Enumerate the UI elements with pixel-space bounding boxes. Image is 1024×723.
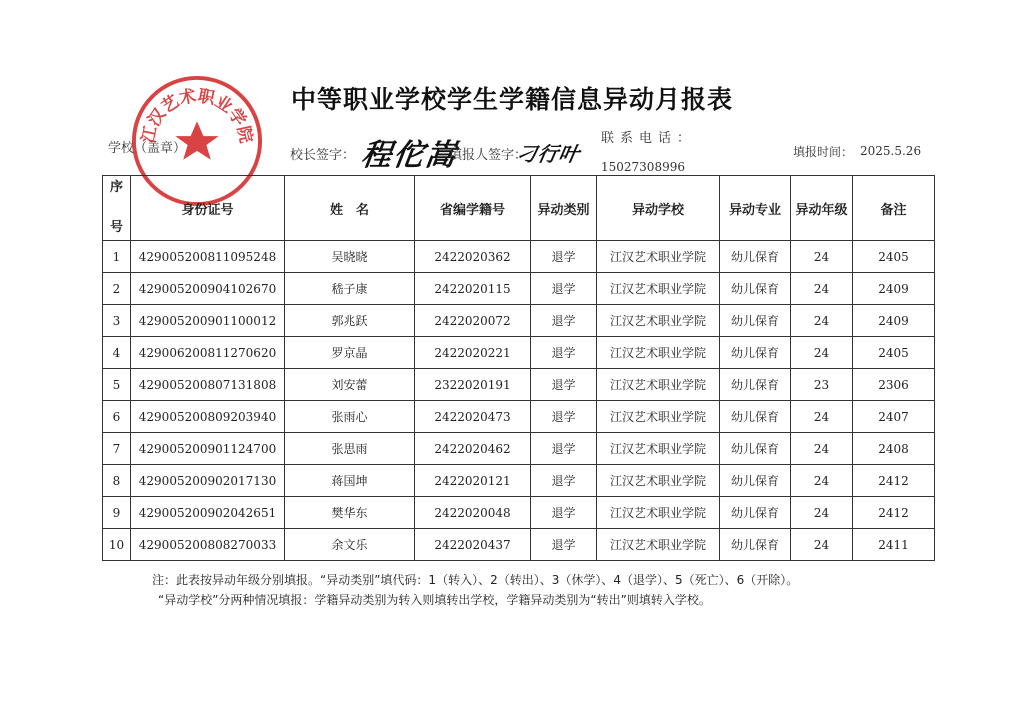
remark-cell: 2405 xyxy=(853,241,935,273)
remark-cell: 2411 xyxy=(853,529,935,561)
student-name-cell: 罗京晶 xyxy=(285,337,415,369)
report-date: 2025.5.26 xyxy=(860,144,922,158)
major-cell: 幼儿保育 xyxy=(720,433,791,465)
change-school-cell: 江汉艺术职业学院 xyxy=(597,369,720,401)
change-school-cell: 江汉艺术职业学院 xyxy=(597,241,720,273)
remark-cell: 2412 xyxy=(853,465,935,497)
student-no-cell: 2422020362 xyxy=(415,241,531,273)
change-school-cell: 江汉艺术职业学院 xyxy=(597,529,720,561)
row-seq: 2 xyxy=(103,273,131,305)
major-cell: 幼儿保育 xyxy=(720,305,791,337)
change-type-cell: 退学 xyxy=(531,497,597,529)
change-school-cell: 江汉艺术职业学院 xyxy=(597,433,720,465)
table-header-row xyxy=(103,176,935,241)
school-label: 学校（盖章） xyxy=(108,141,187,156)
remark-cell: 2407 xyxy=(853,401,935,433)
column-header-remark: 备注 xyxy=(853,176,935,241)
student-name-cell: 刘安蕾 xyxy=(285,369,415,401)
grade-cell: 24 xyxy=(791,241,853,273)
student-name-cell: 蒋国坤 xyxy=(285,465,415,497)
change-type-cell: 退学 xyxy=(531,241,597,273)
row-seq: 1 xyxy=(103,241,131,273)
row-seq: 8 xyxy=(103,465,131,497)
id-number-cell: 429005200808270033 xyxy=(131,529,285,561)
table-row xyxy=(103,273,935,305)
change-type-cell: 退学 xyxy=(531,529,597,561)
column-header-name: 姓 名 xyxy=(285,176,415,241)
major-cell: 幼儿保育 xyxy=(720,337,791,369)
footnote-line-1: 注：此表按异动年级分别填报。“异动类别”填代码：1（转入）、2（转出）、3（休学）、4（退学）、5（死亡）、6（开除）。 xyxy=(152,573,799,587)
id-number-cell: 429005200904102670 xyxy=(131,273,285,305)
student-name-cell: 张雨心 xyxy=(285,401,415,433)
column-header-major: 异动专业 xyxy=(720,176,791,241)
student-no-cell: 2422020072 xyxy=(415,305,531,337)
table-row xyxy=(103,465,935,497)
change-type-cell: 退学 xyxy=(531,401,597,433)
row-seq: 10 xyxy=(103,529,131,561)
grade-cell: 24 xyxy=(791,401,853,433)
change-school-cell: 江汉艺术职业学院 xyxy=(597,273,720,305)
table-row xyxy=(103,337,935,369)
principal-signature-label: 校长签字： xyxy=(290,148,356,163)
seal-text: 江汉艺术职业学院 xyxy=(137,85,257,145)
grade-cell: 23 xyxy=(791,369,853,401)
student-no-cell: 2422020115 xyxy=(415,273,531,305)
major-cell: 幼儿保育 xyxy=(720,273,791,305)
grade-cell: 24 xyxy=(791,273,853,305)
change-school-cell: 江汉艺术职业学院 xyxy=(597,401,720,433)
table-row xyxy=(103,305,935,337)
column-header-grade: 异动年级 xyxy=(791,176,853,241)
change-type-cell: 退学 xyxy=(531,273,597,305)
remark-cell: 2408 xyxy=(853,433,935,465)
student-no-cell: 2422020473 xyxy=(415,401,531,433)
row-seq: 3 xyxy=(103,305,131,337)
table-row xyxy=(103,433,935,465)
row-seq: 9 xyxy=(103,497,131,529)
change-type-cell: 退学 xyxy=(531,305,597,337)
table-row xyxy=(103,529,935,561)
row-seq: 5 xyxy=(103,369,131,401)
id-number-cell: 429005200807131808 xyxy=(131,369,285,401)
major-cell: 幼儿保育 xyxy=(720,241,791,273)
major-cell: 幼儿保育 xyxy=(720,465,791,497)
major-cell: 幼儿保育 xyxy=(720,401,791,433)
column-header-student-no: 省编学籍号 xyxy=(415,176,531,241)
remark-cell: 2409 xyxy=(853,273,935,305)
principal-signature: 程佗嵩 xyxy=(359,138,460,173)
student-no-cell: 2422020048 xyxy=(415,497,531,529)
remark-cell: 2412 xyxy=(853,497,935,529)
phone-label: 联系电话： xyxy=(601,131,697,146)
date-label: 填报时间： xyxy=(793,145,854,159)
table-row xyxy=(103,241,935,273)
student-no-cell: 2422020221 xyxy=(415,337,531,369)
column-header-school: 异动学校 xyxy=(597,176,720,241)
remark-cell: 2409 xyxy=(853,305,935,337)
student-roster-table xyxy=(102,175,935,561)
student-name-cell: 张思雨 xyxy=(285,433,415,465)
remark-cell: 2306 xyxy=(853,369,935,401)
major-cell: 幼儿保育 xyxy=(720,497,791,529)
student-name-cell: 郭兆跃 xyxy=(285,305,415,337)
grade-cell: 24 xyxy=(791,529,853,561)
table-body xyxy=(103,241,935,561)
change-school-cell: 江汉艺术职业学院 xyxy=(597,337,720,369)
student-no-cell: 2422020437 xyxy=(415,529,531,561)
seal-star-icon xyxy=(175,121,218,159)
change-school-cell: 江汉艺术职业学院 xyxy=(597,305,720,337)
grade-cell: 24 xyxy=(791,465,853,497)
table-row xyxy=(103,401,935,433)
column-header-change-type: 异动类别 xyxy=(531,176,597,241)
student-no-cell: 2422020462 xyxy=(415,433,531,465)
id-number-cell: 429005200902042651 xyxy=(131,497,285,529)
id-number-cell: 429006200811270620 xyxy=(131,337,285,369)
grade-cell: 24 xyxy=(791,337,853,369)
change-type-cell: 退学 xyxy=(531,433,597,465)
table-row xyxy=(103,497,935,529)
report-title: 中等职业学校学生学籍信息异动月报表 xyxy=(290,85,733,114)
column-header-seq xyxy=(103,176,131,241)
student-name-cell: 吴晓晓 xyxy=(285,241,415,273)
id-number-cell: 429005200811095248 xyxy=(131,241,285,273)
change-school-cell: 江汉艺术职业学院 xyxy=(597,465,720,497)
grade-cell: 24 xyxy=(791,305,853,337)
id-number-cell: 429005200902017130 xyxy=(131,465,285,497)
student-name-cell: 余文乐 xyxy=(285,529,415,561)
student-no-cell: 2322020191 xyxy=(415,369,531,401)
grade-cell: 24 xyxy=(791,433,853,465)
major-cell: 幼儿保育 xyxy=(720,529,791,561)
remark-cell: 2405 xyxy=(853,337,935,369)
change-type-cell: 退学 xyxy=(531,369,597,401)
filler-signature-label: 填报人签字： xyxy=(449,148,528,163)
id-number-cell: 429005200809203940 xyxy=(131,401,285,433)
change-type-cell: 退学 xyxy=(531,337,597,369)
student-name-cell: 樊华东 xyxy=(285,497,415,529)
phone-number: 15027308996 xyxy=(601,160,685,174)
id-number-cell: 429005200901100012 xyxy=(131,305,285,337)
major-cell: 幼儿保育 xyxy=(720,369,791,401)
change-school-cell: 江汉艺术职业学院 xyxy=(597,497,720,529)
student-no-cell: 2422020121 xyxy=(415,465,531,497)
footnote-line-2: “异动学校”分两种情况填报：学籍异动类别为转入则填转出学校，学籍异动类别为“转出”则填转入学校。 xyxy=(158,593,711,607)
row-seq: 4 xyxy=(103,337,131,369)
column-header-id: 身份证号 xyxy=(131,176,285,241)
seq-header-label: 序 号 xyxy=(109,180,123,235)
filler-signature: 刁行叶 xyxy=(514,142,582,166)
row-seq: 7 xyxy=(103,433,131,465)
table-row xyxy=(103,369,935,401)
grade-cell: 24 xyxy=(791,497,853,529)
row-seq: 6 xyxy=(103,401,131,433)
id-number-cell: 429005200901124700 xyxy=(131,433,285,465)
student-name-cell: 嵇子康 xyxy=(285,273,415,305)
change-type-cell: 退学 xyxy=(531,465,597,497)
